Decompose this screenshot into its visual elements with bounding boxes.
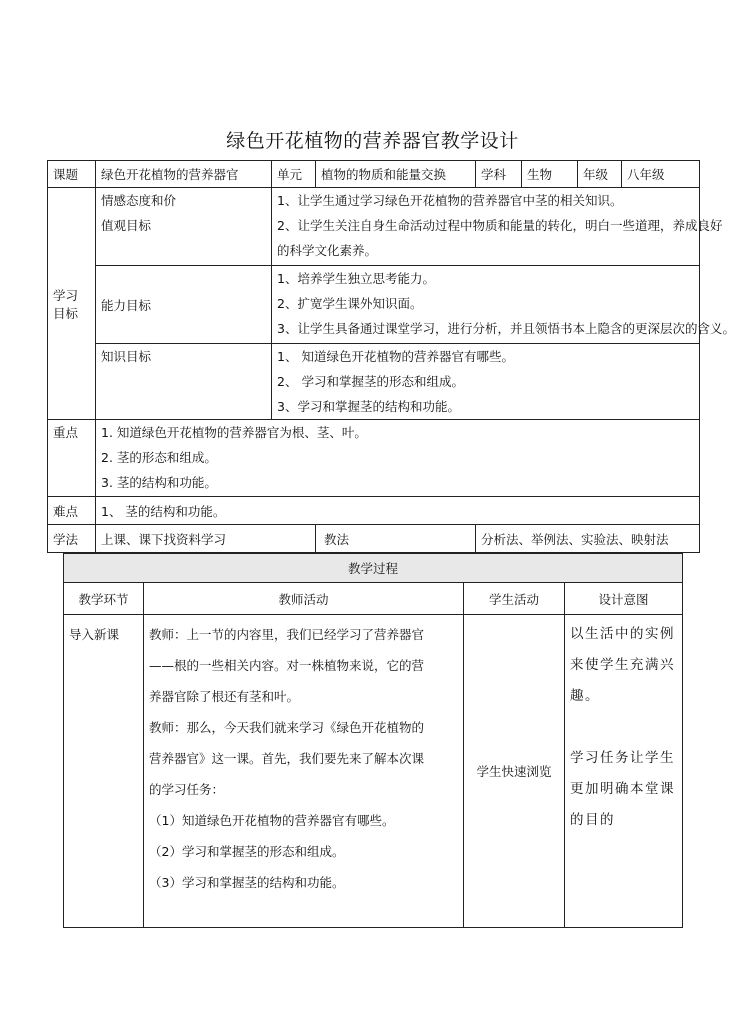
- lesson-info-table: [47, 160, 735, 553]
- text-line: 学习任务让学生: [570, 750, 675, 766]
- study-method-label: 学法: [48, 525, 96, 553]
- process-title-row: [64, 554, 683, 583]
- stage-name: 导入新课: [69, 627, 120, 642]
- stage-cell: [64, 615, 144, 928]
- text-line: 2、让学生关注自身生命活动过程中物质和能量的转化，明白一些道理，养成良好: [277, 218, 723, 233]
- methods-row: [48, 525, 700, 553]
- text-line: 1、培养学生独立思考能力。: [277, 271, 435, 286]
- text-line: 3、让学生具备通过课堂学习，进行分析，并且领悟书本上隐含的更深层次的含义。: [277, 321, 735, 336]
- process-title: 教学过程: [64, 554, 683, 583]
- text-line: 3、学习和掌握茎的结构和功能。: [277, 399, 460, 414]
- knowledge-label-line: 知识目标: [101, 349, 152, 364]
- text-line: （3）学习和掌握茎的结构和功能。: [149, 875, 345, 890]
- knowledge-goal-content: [272, 344, 700, 420]
- design-intent-cell: [565, 615, 683, 928]
- text-line: 2、 学习和掌握茎的形态和组成。: [277, 374, 464, 389]
- teach-method-label: 教法: [316, 525, 476, 553]
- text-line: 更加明确本堂课: [570, 781, 675, 797]
- key-points-label: [48, 420, 96, 497]
- info-row: [48, 161, 700, 188]
- grade-value: 八年级: [622, 161, 700, 188]
- text-line: 营养器官》这一课。首先，我们要先来了解本次课: [149, 751, 425, 766]
- key-points-content: [96, 420, 700, 497]
- unit-value: 植物的物质和能量交换: [316, 161, 476, 188]
- goals-label: [48, 188, 96, 420]
- key-points-label-line: 重点: [53, 425, 79, 440]
- text-line: 养器官除了根还有茎和叶。: [149, 689, 300, 704]
- subject-value: 生物: [522, 161, 578, 188]
- ability-goal-content: [272, 266, 735, 344]
- student-activity-cell: 学生快速浏览: [464, 615, 565, 928]
- goals-label-line: 学习: [53, 287, 79, 303]
- goals-label-line: 目标: [53, 305, 79, 321]
- text-line: （1）知道绿色开花植物的营养器官有哪些。: [149, 813, 395, 828]
- header-design-intent: 设计意图: [565, 583, 683, 615]
- difficulty-content: 1、 茎的结构和功能。: [96, 497, 700, 525]
- difficulty-row: [48, 497, 700, 525]
- goal-row-ability: [48, 266, 700, 344]
- teacher-activity-cell: [144, 615, 464, 928]
- emotion-label-line: 情感态度和价: [101, 193, 177, 208]
- study-method-value: 上课、课下找资料学习: [96, 525, 316, 553]
- text-line: （2）学习和掌握茎的形态和组成。: [149, 844, 345, 859]
- text-line: [570, 712, 677, 743]
- emotion-goal-label: [96, 188, 272, 266]
- text-line: 教师：那么，今天我们就来学习《绿色开花植物的: [149, 720, 425, 735]
- teach-method-value: 分析法、举例法、实验法、映射法: [476, 525, 700, 553]
- text-line: 的学习任务：: [149, 782, 225, 797]
- course-value: 绿色开花植物的营养器官: [96, 161, 272, 188]
- text-line: 来使学生充满兴: [570, 657, 675, 673]
- text-line: ——根的一些相关内容。对一株植物来说，它的营: [149, 658, 425, 673]
- text-line: 教师：上一节的内容里，我们已经学习了营养器官: [149, 627, 425, 642]
- text-line: 趣。: [570, 688, 600, 704]
- teaching-process-table: [63, 553, 683, 928]
- text-line: 的科学文化素养。: [277, 243, 378, 258]
- difficulty-label: 难点: [48, 497, 96, 525]
- grade-label: 年级: [578, 161, 622, 188]
- header-stage: 教学环节: [64, 583, 144, 615]
- knowledge-goal-label: [96, 344, 272, 420]
- text-line: 以生活中的实例: [570, 626, 675, 642]
- document-title: 绿色开花植物的营养器官教学设计: [226, 130, 519, 152]
- text-line: 1、 知道绿色开花植物的营养器官有哪些。: [277, 349, 514, 364]
- process-header-row: [64, 583, 683, 615]
- text-line: 2、扩宽学生课外知识面。: [277, 296, 423, 311]
- header-teacher-activity: 教师活动: [144, 583, 464, 615]
- text-line: 2. 茎的形态和组成。: [101, 450, 217, 465]
- text-line: 1. 知道绿色开花植物的营养器官为根、茎、叶。: [101, 425, 367, 440]
- subject-label: 学科: [476, 161, 522, 188]
- unit-label: 单元: [272, 161, 316, 188]
- header-student-activity: 学生活动: [464, 583, 565, 615]
- ability-goal-label: 能力目标: [96, 266, 272, 344]
- course-label: 课题: [48, 161, 96, 188]
- goal-row-knowledge: [48, 344, 700, 420]
- goal-row-emotion: [48, 188, 700, 266]
- text-line: 1、让学生通过学习绿色开花植物的营养器官中茎的相关知识。: [277, 193, 623, 208]
- text-line: 的目的: [570, 812, 615, 828]
- text-line: 3. 茎的结构和功能。: [101, 475, 217, 490]
- key-points-row: [48, 420, 700, 497]
- emotion-label-line: 值观目标: [101, 218, 152, 233]
- process-row: [64, 615, 683, 928]
- emotion-goal-content: [272, 188, 723, 266]
